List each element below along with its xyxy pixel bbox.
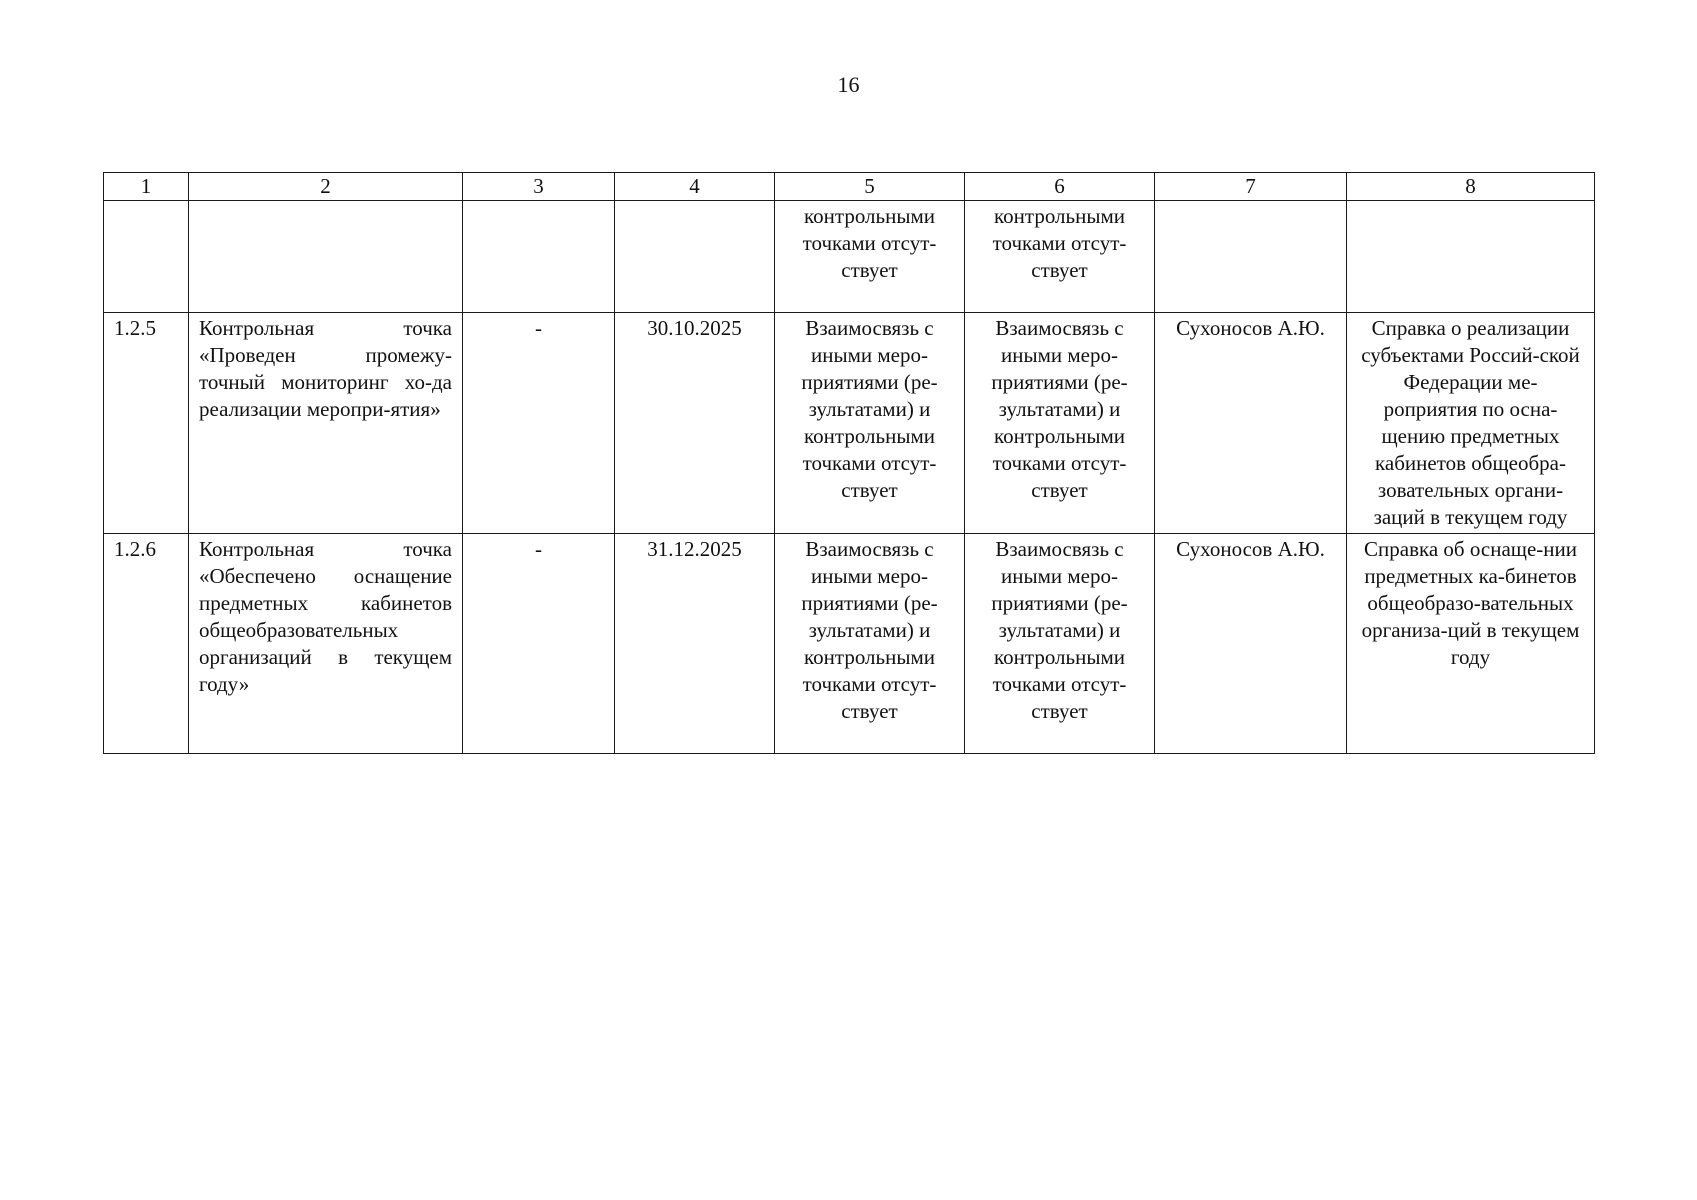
row-col3-cell: - [463,534,615,754]
column-header-1: 1 [104,173,189,201]
table-row [104,313,1595,534]
row-col6-cell: Взаимосвязь с иными меро-приятиями (ре-зультатами) и контрольными точками отсут-ствует [965,313,1155,534]
column-header-5: 5 [775,173,965,201]
row-number-cell: 1.2.5 [104,313,189,534]
row-number-cell: 1.2.6 [104,534,189,754]
row-col3-cell [463,201,615,313]
row-document-cell: Справка об оснаще-нии предметных ка-бинетов общеобразо-вательных организа-ций в текущем году [1347,534,1595,754]
control-points-table [103,172,1595,754]
row-responsible-cell [1155,201,1347,313]
row-col5-cell: Взаимосвязь с иными меро-приятиями (ре-зультатами) и контрольными точками отсут-ствует [775,534,965,754]
page-number: 16 [837,72,860,97]
row-col3-cell: - [463,313,615,534]
row-name-cell: Контрольная точка «Проведен промежу-точный мониторинг хо-да реализации меропри-ятия» [189,313,463,534]
row-col6-cell: Взаимосвязь с иными меро-приятиями (ре-зультатами) и контрольными точками отсут-ствует [965,534,1155,754]
column-header-7: 7 [1155,173,1347,201]
row-responsible-cell: Сухоносов А.Ю. [1155,313,1347,534]
row-date-cell: 30.10.2025 [615,313,775,534]
column-header-4: 4 [615,173,775,201]
row-document-cell: Справка о реализации субъектами Россий-ской Федерации ме-роприятия по осна-щению предметных кабинетов общеобра-зовательных органи-заций в текущем году [1347,313,1595,534]
header-row [104,173,1595,201]
row-col6-cell: контрольными точками отсут-ствует [965,201,1155,313]
row-responsible-cell: Сухоносов А.Ю. [1155,534,1347,754]
row-date-cell [615,201,775,313]
row-name-cell [189,201,463,313]
row-document-cell [1347,201,1595,313]
table-row [104,534,1595,754]
row-col5-cell: Взаимосвязь с иными меро-приятиями (ре-зультатами) и контрольными точками отсут-ствует [775,313,965,534]
column-header-3: 3 [463,173,615,201]
row-name-cell: Контрольная точка «Обеспечено оснащение предметных кабинетов общеобразовательных организаций в текущем году» [189,534,463,754]
row-col5-cell: контрольными точками отсут-ствует [775,201,965,313]
column-header-8: 8 [1347,173,1595,201]
row-number-cell [104,201,189,313]
column-header-6: 6 [965,173,1155,201]
table-row [104,201,1595,313]
row-date-cell: 31.12.2025 [615,534,775,754]
column-header-2: 2 [189,173,463,201]
